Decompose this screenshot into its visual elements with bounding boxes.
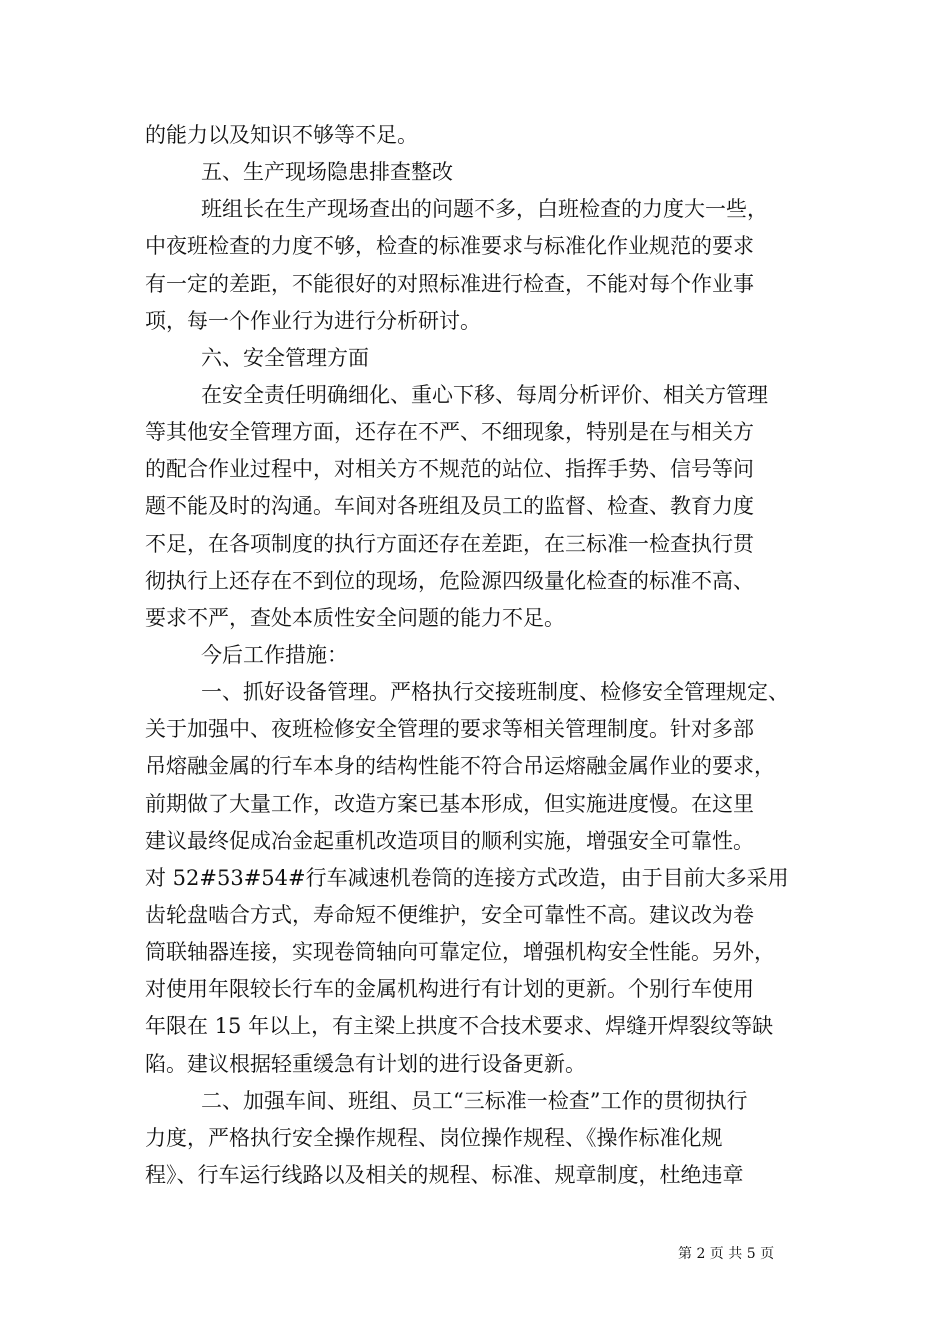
text-line: 要求不严，查处本质性安全问题的能力不足。: [145, 605, 565, 630]
text-line: 彻执行上还存在不到位的现场，危险源四级量化检查的标准不高、: [145, 568, 754, 593]
text-line: 二、加强车间、班组、员工“三标准一检查”工作的贯彻执行: [201, 1088, 748, 1113]
text-line: 程》、行车运行线路以及相关的规程、标准、规章制度，杜绝违章: [145, 1162, 744, 1187]
text-line: 年限在 15 年以上，有主梁上拱度不合技术要求、焊缝开焊裂纹等缺: [145, 1014, 774, 1039]
body-text: [145, 117, 807, 1194]
text-line: 班组长在生产现场查出的问题不多，白班检查的力度大一些，: [201, 197, 768, 222]
text-line: 题不能及时的沟通。车间对各班组及员工的监督、检查、教育力度: [145, 494, 754, 519]
text-line: 今后工作措施：: [201, 642, 348, 667]
text-line: 陷。建议根据轻重缓急有计划的进行设备更新。: [145, 1051, 586, 1076]
text-line: 对使用年限较长行车的金属机构进行有计划的更新。个别行车使用: [145, 977, 754, 1002]
text-line: 一、抓好设备管理。严格执行交接班制度、检修安全管理规定、: [201, 680, 789, 705]
text-line: 的配合作业过程中，对相关方不规范的站位、指挥手势、信号等问: [145, 457, 754, 482]
text-line: 关于加强中、夜班检修安全管理的要求等相关管理制度。针对多部: [145, 717, 754, 742]
text-line: 等其他安全管理方面，还存在不严、不细现象，特别是在与相关方: [145, 420, 754, 445]
text-line: 有一定的差距，不能很好的对照标准进行检查，不能对每个作业事: [145, 271, 754, 296]
text-line: 筒联轴器连接，实现卷筒轴向可靠定位，增强机构安全性能。另外，: [145, 940, 775, 965]
text-line: 在安全责任明确细化、重心下移、每周分析评价、相关方管理: [201, 382, 768, 407]
text-line: 齿轮盘啮合方式，寿命短不便维护，安全可靠性不高。建议改为卷: [145, 902, 754, 927]
text-line: 前期做了大量工作，改造方案已基本形成，但实施进度慢。在这里: [145, 791, 754, 816]
text-line: 力度，严格执行安全操作规程、岗位操作规程、《操作标准化规: [145, 1125, 723, 1150]
text-line: 吊熔融金属的行车本身的结构性能不符合吊运熔融金属作业的要求，: [145, 754, 775, 779]
page-number: 第 2 页 共 5 页: [678, 1246, 775, 1262]
text-line: 建议最终促成冶金起重机改造项目的顺利实施，增强安全可靠性。: [145, 828, 754, 853]
text-line: 不足，在各项制度的执行方面还存在差距，在三标准一检查执行贯: [145, 531, 754, 556]
text-line: 六、安全管理方面: [201, 345, 369, 370]
text-line: 的能力以及知识不够等不足。: [145, 123, 418, 147]
text-line: 五、生产现场隐患排查整改: [201, 160, 453, 185]
text-line: 项，每一个作业行为进行分析研讨。: [145, 308, 481, 333]
text-line: 对 52#53#54#行车减速机卷筒的连接方式改造，由于目前大多采用: [145, 865, 789, 890]
text-line: 中夜班检查的力度不够，检查的标准要求与标准化作业规范的要求: [145, 234, 754, 259]
